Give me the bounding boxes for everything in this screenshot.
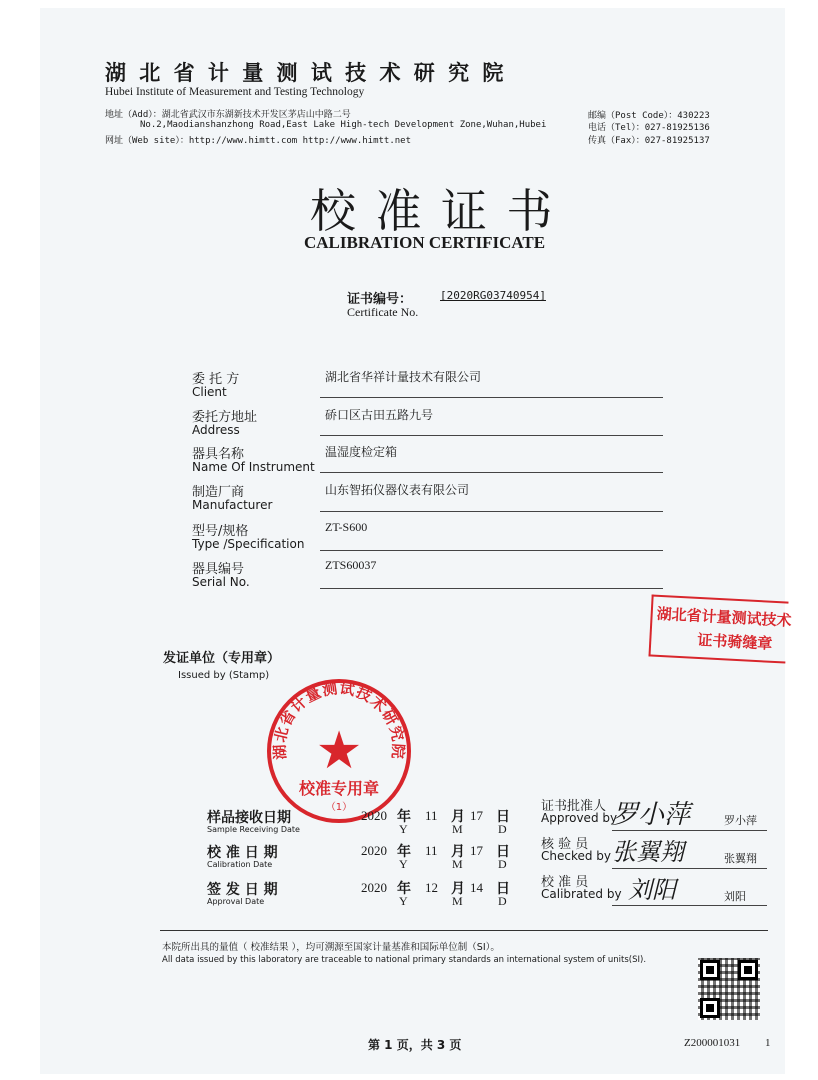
calibration-seal — [264, 676, 414, 826]
serial-label-en: Serial No. — [192, 575, 250, 589]
checked-by-signature: 张翼翔 — [612, 838, 684, 866]
page-number: 1 — [765, 1037, 771, 1049]
checked-by-name: 张翼翔 — [724, 852, 757, 865]
approval-date-label-cn: 签 发 日 期 — [207, 882, 278, 898]
calibration-date-label-cn: 校 准 日 期 — [207, 845, 278, 861]
approval-date-day: 14 — [470, 880, 483, 895]
receive-date-month: 11 — [425, 808, 438, 823]
manufacturer-label-cn: 制造厂商 — [192, 485, 245, 500]
traceability-note-cn: 本院所出具的量值（ 校准结果 ），均可溯源至国家计量基准和国际单位制（SI）。 — [162, 942, 500, 953]
day-unit-cn-3: 日 — [496, 881, 510, 897]
month-unit-en-2: M — [452, 857, 463, 871]
seam-stamp — [648, 594, 793, 663]
day-unit-cn-1: 日 — [496, 809, 510, 825]
serial-underline — [320, 588, 663, 589]
year-unit-en-3: Y — [399, 894, 408, 908]
calibrated-by-name: 刘阳 — [724, 890, 746, 903]
serial-label-cn: 器具编号 — [192, 562, 245, 577]
document-code: Z200001031 — [684, 1037, 741, 1049]
type-label-cn: 型号/规格 — [192, 524, 249, 539]
calibration-date-day: 17 — [470, 843, 483, 858]
footer-divider — [160, 930, 768, 931]
checked-by-underline — [612, 868, 767, 869]
year-unit-cn-2: 年 — [397, 844, 411, 860]
month-unit-en-3: M — [452, 894, 463, 908]
calibrated-by-underline — [612, 905, 767, 906]
manufacturer-underline — [320, 511, 663, 512]
month-unit-cn-3: 月 — [451, 881, 465, 897]
client-underline — [320, 397, 663, 398]
issuer-label-en: Issued by (Stamp) — [178, 670, 270, 681]
receive-date-label-en: Sample Receiving Date — [207, 825, 300, 834]
checked-by-label-en: Checked by — [541, 849, 612, 863]
address-label-en: Address — [192, 423, 240, 437]
month-unit-en-1: M — [452, 822, 463, 836]
type-value: ZT-S600 — [325, 520, 368, 534]
day-unit-en-3: D — [498, 894, 507, 908]
day-unit-cn-2: 日 — [496, 844, 510, 860]
type-label-en: Type /Specification — [192, 537, 305, 551]
approved-by-label-cn: 证书批准人 — [541, 799, 607, 814]
client-label-en: Client — [192, 385, 227, 399]
approved-by-signature: 罗小萍 — [612, 800, 691, 830]
cert-no-label-en: Certificate No. — [347, 305, 419, 319]
postcode: 邮编（Post Code）：430223 — [588, 111, 710, 121]
calibration-date-month: 11 — [425, 843, 438, 858]
approved-by-label-en: Approved by — [541, 811, 618, 825]
approval-date-year: 2020 — [361, 880, 387, 895]
org-name-cn: 湖 北 省 计 量 测 试 技 术 研 究 院 — [105, 61, 507, 85]
approved-by-underline — [612, 830, 767, 831]
seal-arc-text: 湖北省计量测试技术研究院 — [270, 679, 408, 761]
seal-bottom-text: 校准专用章 — [298, 779, 380, 798]
manufacturer-label-en: Manufacturer — [192, 498, 273, 512]
cert-no-label-cn: 证书编号： — [347, 292, 413, 307]
year-unit-en-1: Y — [399, 822, 408, 836]
qr-code — [698, 958, 760, 1020]
seam-stamp-line1: 湖北省计量测试技术 — [656, 604, 793, 630]
approved-by-name: 罗小萍 — [724, 814, 757, 827]
website: 网址（Web site）：http://www.himtt.com http://www.himtt.net — [105, 136, 412, 146]
address-cn: 地址（Add）：湖北省武汉市东湖新技术开发区茅店山中路二号 — [105, 110, 351, 120]
address-en: No.2,Maodianshanzhong Road,East Lake High-tech Development Zone,Wuhan,Hubei — [140, 120, 547, 130]
instrument-label-en: Name Of Instrument — [192, 460, 315, 474]
instrument-value: 温湿度检定箱 — [325, 445, 398, 459]
seam-stamp-line2: 证书骑缝章 — [696, 630, 773, 653]
client-value: 湖北省华祥计量技术有限公司 — [325, 370, 482, 384]
org-name-en: Hubei Institute of Measurement and Testing Technology — [105, 86, 365, 98]
day-unit-en-2: D — [498, 857, 507, 871]
day-unit-en-1: D — [498, 822, 507, 836]
year-unit-en-2: Y — [399, 857, 408, 871]
page-indicator: 第 1 页，共 3 页 — [368, 1038, 462, 1052]
telephone: 电话（Tel）：027-81925136 — [588, 123, 710, 133]
calibration-date-label-en: Calibration Date — [207, 860, 273, 869]
receive-date-day: 17 — [470, 808, 483, 823]
serial-value: ZTS60037 — [325, 558, 377, 572]
address-value: 硚口区古田五路九号 — [325, 408, 434, 422]
cert-no-value: [2020RG03740954] — [440, 289, 546, 302]
type-underline — [320, 550, 663, 551]
manufacturer-value: 山东智拓仪器仪表有限公司 — [325, 483, 470, 497]
certificate-page — [40, 8, 785, 1074]
seal-number: （1） — [325, 802, 353, 813]
year-unit-cn-3: 年 — [397, 881, 411, 897]
receive-date-label-cn: 样品接收日期 — [207, 810, 291, 826]
issuer-label-cn: 发证单位（专用章） — [163, 651, 281, 666]
address-label-cn: 委托方地址 — [192, 410, 258, 425]
month-unit-cn-1: 月 — [451, 809, 465, 825]
calibrated-by-signature: 刘阳 — [628, 876, 676, 904]
client-label-cn: 委 托 方 — [192, 372, 240, 387]
address-underline — [320, 435, 663, 436]
title-cn: 校 准 证 书 — [310, 186, 557, 237]
traceability-note-en: All data issued by this laboratory are traceable to national primary standards an international system of units(SI). — [162, 955, 647, 965]
calibrated-by-label-en: Calibrated by — [541, 887, 622, 901]
month-unit-cn-2: 月 — [451, 844, 465, 860]
instrument-label-cn: 器具名称 — [192, 447, 245, 462]
checked-by-label-cn: 核 验 员 — [541, 837, 589, 852]
fax: 传真（Fax）：027-81925137 — [588, 136, 710, 146]
receive-date-year: 2020 — [361, 808, 387, 823]
calibration-date-year: 2020 — [361, 843, 387, 858]
approval-date-label-en: Approval Date — [207, 897, 265, 906]
title-en: CALIBRATION CERTIFICATE — [304, 233, 546, 252]
approval-date-month: 12 — [425, 880, 438, 895]
instrument-underline — [320, 472, 663, 473]
calibrated-by-label-cn: 校 准 员 — [541, 875, 589, 890]
seal-star-icon: ★ — [315, 721, 363, 781]
year-unit-cn-1: 年 — [397, 809, 411, 825]
